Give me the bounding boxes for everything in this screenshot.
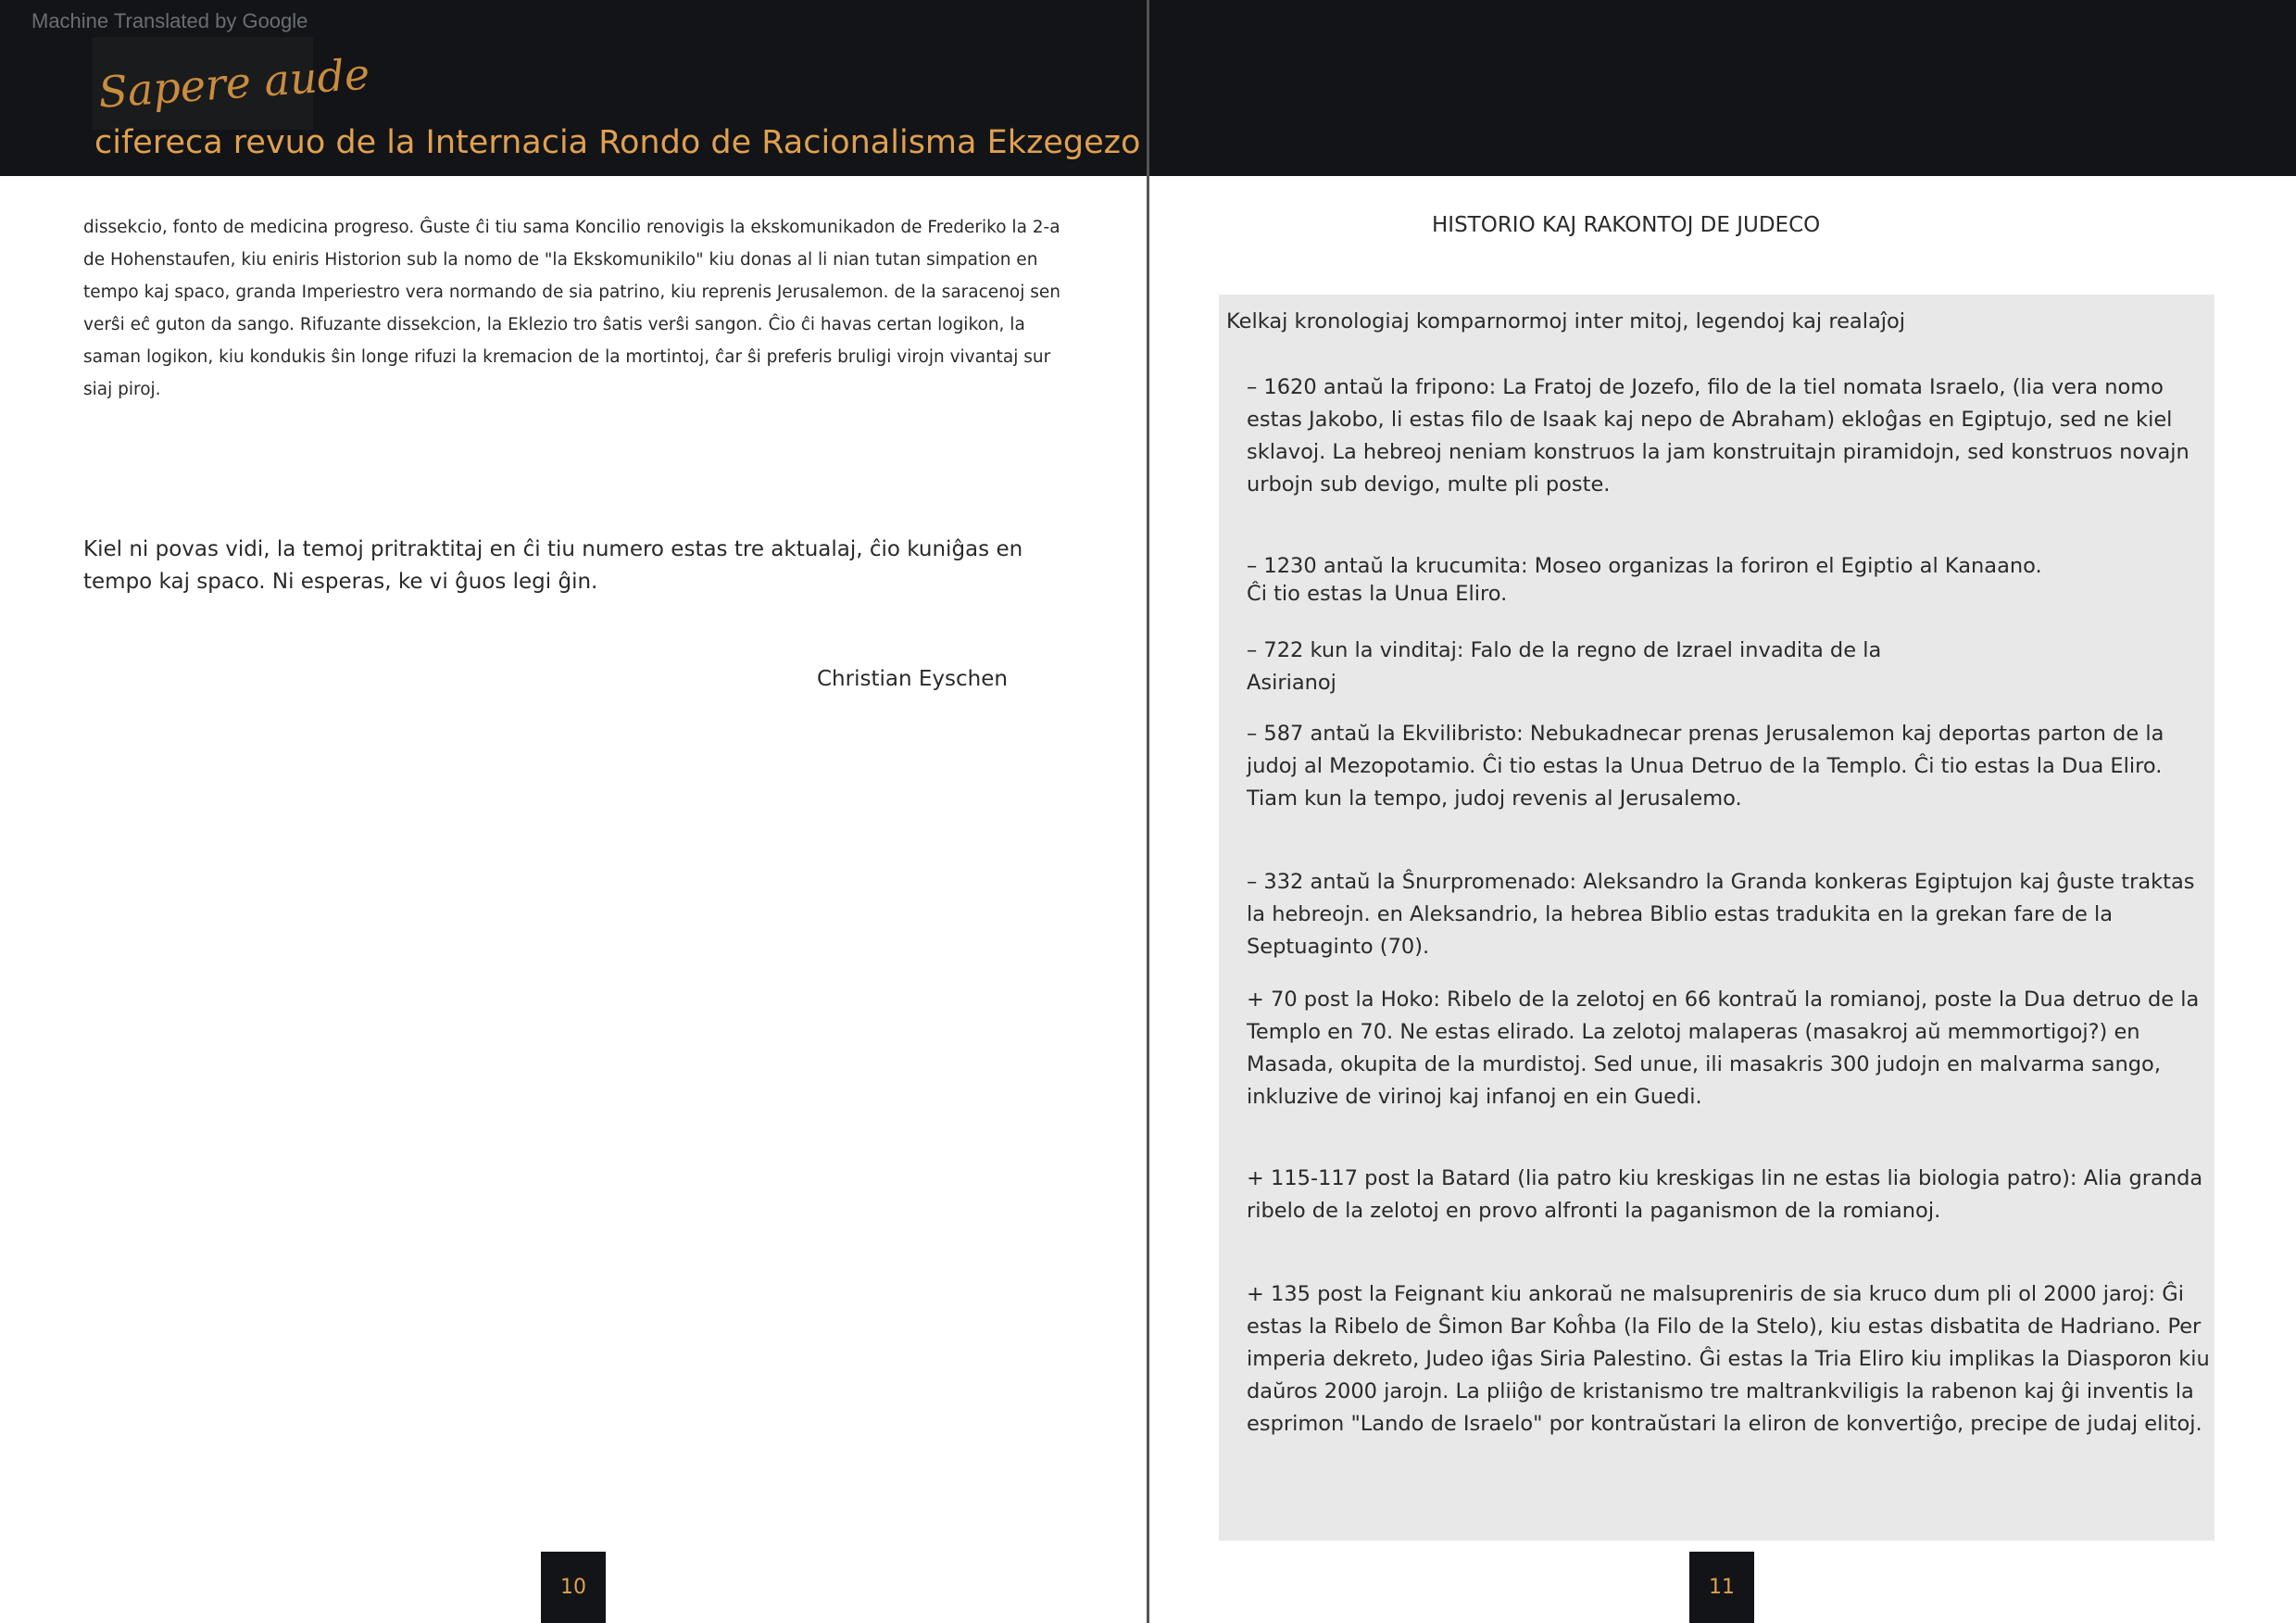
entry-text: Ĉi tio estas la Unua Eliro. xyxy=(1247,582,1508,606)
article-title: HISTORIO KAJ RAKONTOJ DE JUDECO xyxy=(1432,213,1821,237)
journal-title: cifereca revuo de la Internacia Rondo de Racionalisma Ekzegezo xyxy=(94,124,1141,161)
chronology-entry xyxy=(1247,552,2210,608)
entry-text: – 332 antaŭ la Ŝnurpromenado: Aleksandro la Granda konkeras Egiptujon kaj ĝuste traktas la hebreojn. en Aleksandrio, la hebrea Biblio estas tradukita en la grekan fare de la Septuaginto (70). xyxy=(1247,870,2195,959)
chronology-intro: Kelkaj kronologiaj komparnormoj inter mitoj, legendoj kaj realaĵoj xyxy=(1226,309,1906,333)
page-number-left: 10 xyxy=(541,1552,606,1623)
chronology-entry xyxy=(1247,371,2210,501)
intro-paragraph: dissekcio, fonto de medicina progreso. Ĝuste ĉi tiu sama Koncilio renovigis la ekskomunikadon de Frederiko la 2-a de Hohenstaufen, kiu eniris Historion sub la nomo de "la Ekskomunikilo" kiu donas al li nian tutan simpation en tempo kaj spaco, granda Imperiestro vera normando de sia patrino, kiu reprenis Jerusalemon. de la saracenoj sen verŝi eĉ guton da sango. Rifuzante dissekcion, la Eklezio tro ŝatis verŝi sangon. Ĉio ĉi havas certan logikon, la saman logikon, kiu kondukis ŝin longe rifuzi la kremacion de la mortintoj, ĉar ŝi preferis bruligi virojn vivantaj sur siaj piroj. xyxy=(83,218,1060,399)
chronology-entry xyxy=(1247,1278,2210,1441)
entry-text: – 587 antaŭ la Ekvilibristo: Nebukadnecar prenas Jerusalemon kaj deportas parton de la judoj al Mezopotamio. Ĉi tio estas la Unua Detruo de la Templo. Ĉi tio estas la Dua Eliro. Tiam kun la tempo, judoj revenis al Jerusalemo. xyxy=(1247,722,2164,811)
page-divider xyxy=(1147,0,1149,1623)
chronology-entry xyxy=(1247,984,2210,1113)
page-number-right: 11 xyxy=(1689,1552,1754,1623)
entry-text: + 135 post la Feignant kiu ankoraŭ ne malsupreniris de sia kruco dum pli ol 2000 jaroj: Ĝi estas la Ribelo de Ŝimon Bar Koĥba (la Filo de la Stelo), kiu estas disbatita de Hadriano. Per imperia dekreto, Judeo iĝas Siria Palestino. Ĝi estas la Tria Eliro kiu implikas la Diasporon kiu daŭros 2000 jarojn. La pliiĝo de kristanismo tre maltrankviligis la rabenon kaj ĝi inventis la esprimon "Lando de Israelo" por kontraŭstari la eliron de konvertiĝo, precipe de judaj elitoj. xyxy=(1247,1282,2210,1436)
entry-text: + 115-117 post la Batard (lia patro kiu kreskigas lin ne estas lia biologia patro): Alia granda ribelo de la zelotoj en provo alfronti la paganismon de la romianoj. xyxy=(1247,1166,2203,1223)
chronology-entry xyxy=(1247,1163,2210,1227)
machine-translation-note: Machine Translated by Google xyxy=(31,9,308,32)
author-signature: Christian Eyschen xyxy=(817,667,1008,691)
logo-text: Sapere aude xyxy=(96,48,371,118)
entry-text: Asirianoj xyxy=(1247,671,1336,695)
entry-text: – 1230 antaŭ la krucumita: Moseo organizas la foriron el Egiptio al Kanaano. xyxy=(1247,554,2042,578)
sapere-aude-logo xyxy=(93,37,371,130)
entry-text: – 1620 antaŭ la fripono: La Fratoj de Jozefo, filo de la tiel nomata Israelo, (lia vera nomo estas Jakobo, li estas filo de Isaak kaj nepo de Abraham) ekloĝas en Egiptujo, sed ne kiel sklavoj. La hebreoj neniam konstruos la jam konstruitajn piramidojn, sed konstruos novajn urbojn sub devigo, multe pli poste. xyxy=(1247,375,2189,497)
closing-paragraph: Kiel ni povas vidi, la temoj pritraktitaj en ĉi tiu numero estas tre aktualaj, ĉio kuniĝas en tempo kaj spaco. Ni esperas, ke vi ĝuos legi ĝin. xyxy=(83,537,1023,594)
chronology-entry xyxy=(1247,866,2210,963)
entry-text: + 70 post la Hoko: Ribelo de la zelotoj en 66 kontraŭ la romianoj, poste la Dua detruo de la Templo en 70. Ne estas elirado. La zelotoj malaperas (masakroj aŭ memmortigoj?) en Masada, okupita de la murdistoj. Sed unue, ili masakris 300 judojn en malvarma sango, inkluzive de virinoj kaj infanoj en ein Guedi. xyxy=(1247,988,2200,1109)
chronology-entry xyxy=(1247,718,2210,815)
entry-text: – 722 kun la vinditaj: Falo de la regno de Izrael invadita de la xyxy=(1247,638,1882,662)
chronology-entry xyxy=(1247,635,2210,699)
